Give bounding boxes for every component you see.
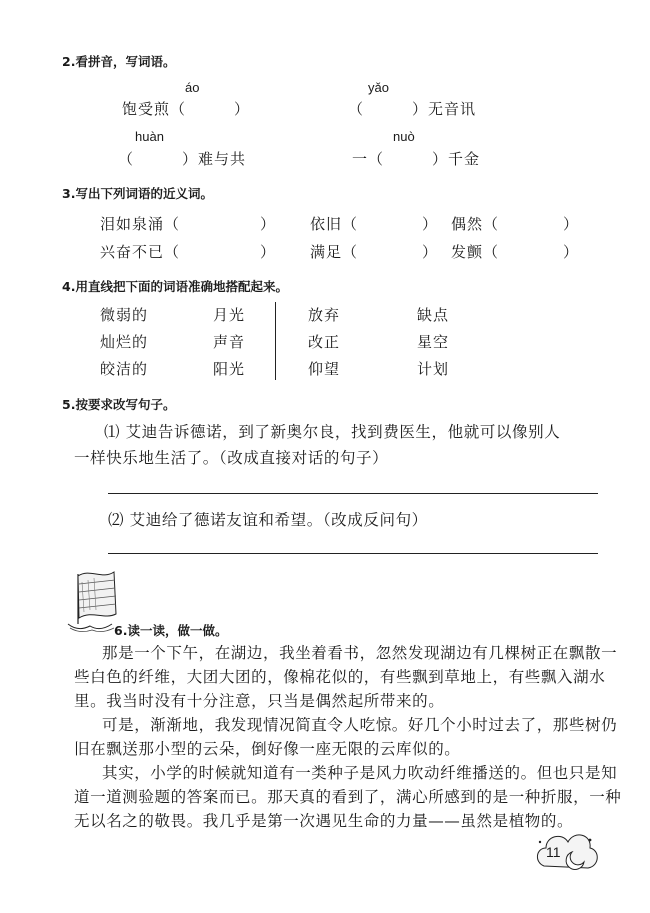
- q5-answer-line-1: [108, 493, 598, 494]
- q4-word: 月光: [213, 306, 246, 324]
- q6-heading: 6.读一读，做一做。: [114, 623, 228, 638]
- q3-item-3: 偶然（ ）: [451, 215, 580, 233]
- q4-word: 灿烂的: [100, 333, 149, 351]
- q3-item-2: 依旧（ ）: [310, 215, 439, 233]
- q5-sentence-1-line-1: ⑴ 艾迪告诉德诺，到了新奥尔良，找到费医生，他就可以像别人: [104, 423, 561, 441]
- pinyin-nuo: nuò: [393, 129, 415, 144]
- q6-passage-line: 里。我当时没有十分注意，只当是偶然起所带来的。: [74, 692, 445, 710]
- q2-item-2: （ ）无音讯: [348, 100, 477, 118]
- q6-passage-line: 可是，渐渐地，我发现情况简直令人吃惊。好几个小时过去了，那些树仍: [102, 716, 618, 734]
- q4-word: 声音: [213, 333, 246, 351]
- q3-item-1: 泪如泉涌（ ）: [100, 215, 277, 233]
- q4-word: 改正: [308, 333, 341, 351]
- q4-word: 仰望: [308, 360, 341, 378]
- q4-word: 缺点: [417, 306, 450, 324]
- cloud-icon: [532, 822, 602, 880]
- q4-word: 星空: [417, 333, 450, 351]
- q4-word: 计划: [417, 360, 450, 378]
- q4-divider: [275, 302, 276, 380]
- q3-item-6: 发颤（ ）: [451, 243, 580, 261]
- q3-heading: 3.写出下列词语的近义词。: [62, 186, 213, 201]
- q4-word: 皎洁的: [100, 360, 149, 378]
- q5-heading: 5.按要求改写句子。: [62, 397, 176, 412]
- q4-word: 放弃: [308, 306, 341, 324]
- q5-sentence-1-line-2: 一样快乐地生活了。（改成直接对话的句子）: [74, 449, 389, 467]
- q5-sentence-2: ⑵ 艾迪给了德诺友谊和希望。（改成反问句）: [108, 511, 428, 529]
- q2-item-4: 一（ ）千金: [352, 150, 481, 168]
- q4-word: 阳光: [213, 360, 246, 378]
- q6-passage-line: 那是一个下午，在湖边，我坐着看书，忽然发现湖边有几棵树正在飘散一: [102, 644, 618, 662]
- pinyin-yao: yǎo: [368, 80, 389, 95]
- q6-passage-line: 些白色的纤维，大团大团的，像棉花似的，有些飘到草地上，有些飘入湖水: [74, 668, 606, 686]
- q6-passage-line: 旧在飘送那小型的云朵，倒好像一座无限的云库似的。: [74, 740, 461, 758]
- q6-passage-line: 无以名之的敬畏。我几乎是第一次遇见生命的力量——虽然是植物的。: [74, 812, 574, 830]
- q4-heading: 4.用直线把下面的词语准确地搭配起来。: [62, 279, 288, 294]
- q2-item-3: （ ）难与共: [118, 150, 247, 168]
- q2-item-1: 饱受煎（ ）: [122, 100, 251, 118]
- q6-passage-line: 道一道测验题的答案而已。那天真的看到了，满心所感到的是一种折服，一种: [74, 788, 622, 806]
- page-number: 11: [546, 844, 561, 860]
- q3-item-4: 兴奋不已（ ）: [100, 243, 277, 261]
- q5-answer-line-2: [108, 553, 598, 554]
- q6-passage-line: 其实，小学的时候就知道有一类种子是风力吹动纤维播送的。但也只是知: [102, 764, 618, 782]
- pinyin-huan: huàn: [135, 129, 164, 144]
- pinyin-ao: áo: [185, 80, 200, 95]
- q4-word: 微弱的: [100, 306, 149, 324]
- q3-item-5: 满足（ ）: [310, 243, 439, 261]
- q2-heading: 2.看拼音，写词语。: [62, 54, 176, 69]
